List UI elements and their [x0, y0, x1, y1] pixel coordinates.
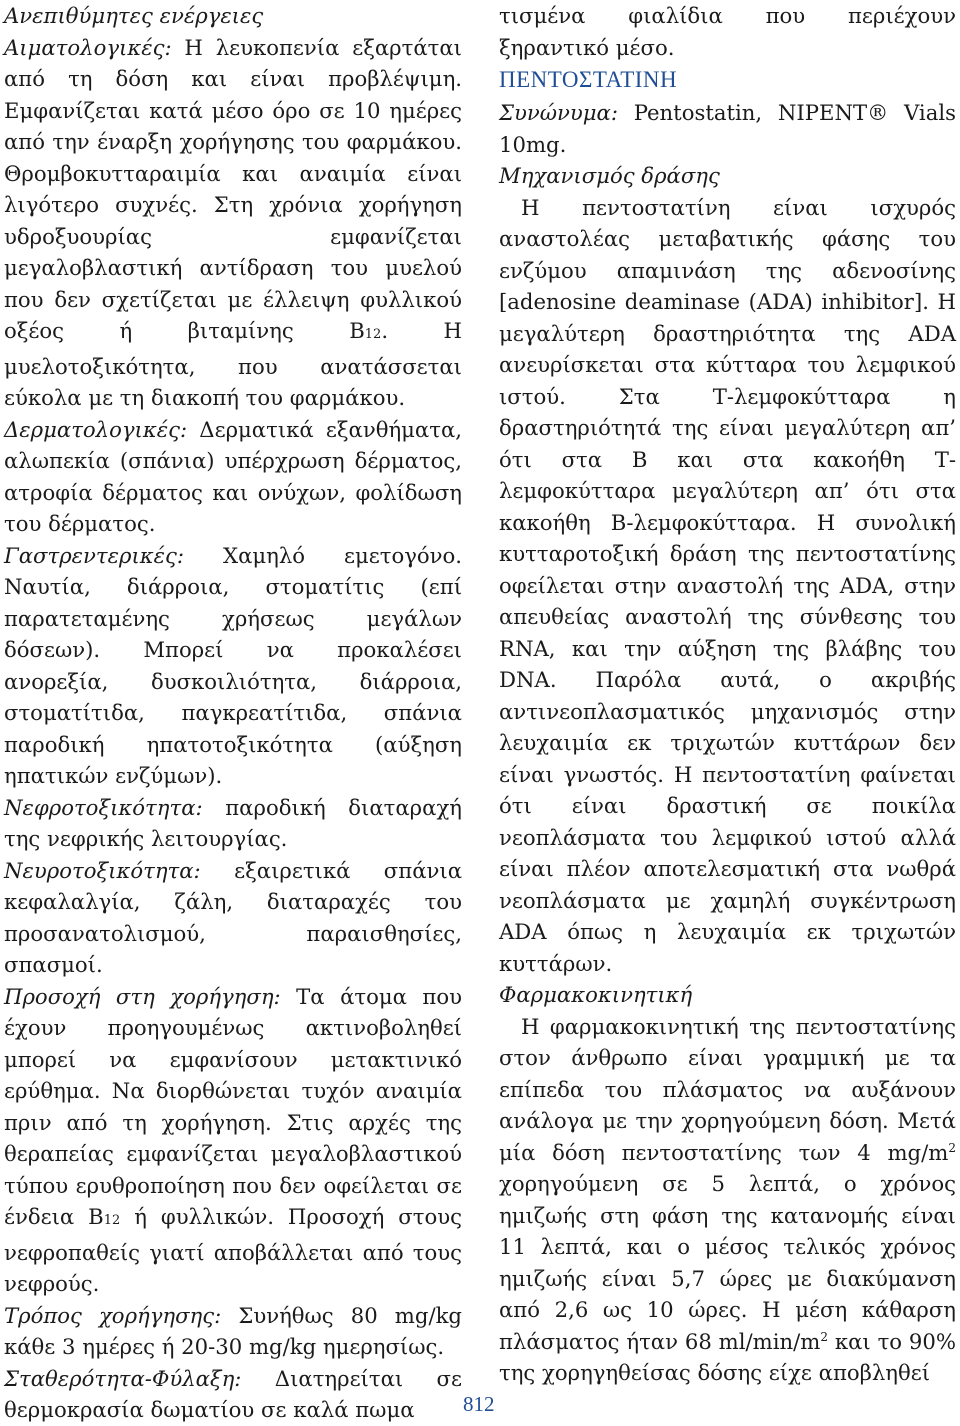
caution-text: Τα άτομα που έχουν προηγουμένως ακτινοβοληθεί μπορεί να εμφανίσουν μετακτινικό ερύθημα. Να διορθώνεται τυχόν αναιμία πριν από τη χορήγηση. Στις αρχές της θεραπείας εμφανίζεται μεγαλοβλαστικού τύπου ερυθροποίηση που δεν οφείλεται σε ένδεια Β: [4, 983, 462, 1229]
pharmacokinetics-text-3: και το 90% της χορηγηθείσας δόσης είχε αποβληθεί: [499, 1328, 956, 1385]
dermatologic-text: Δερματικά εξανθήματα, αλωπεκία (σπάνια) υπέρχρωση δέρματος, ατροφία δέρματος και ονύχων, φολίδωση του δέρματος.: [4, 416, 462, 536]
gastro-paragraph: [4, 540, 462, 792]
mechanism-text: Η πεντοστατίνη είναι ισχυρός αναστολέας μεταβατικής φάσης του ενζύμου απαμινάση της αδενοσίνης [adenosine deaminase (ADA) inhibitor]. Η μεγαλύτερη δραστηριότητα της ADA ανευρίσκεται στα κύτταρα του λεμφικού ιστού. Στα Τ-λεμφοκύτταρα η δραστηριότητά της είναι μεγαλύτερη απ’ ότι στα Β και στα κακοήθη Τ-λεμφοκύτταρα μεγαλύτερη απ’ ότι στα κακοήθη Β-λεμφοκύτταρα. Η συνολική κυτταροτοξική δράση της πεντοστατίνης οφείλεται στην αναστολή της ADA, στην απευθείας αναστολή της σύνθεσης του RNA, και την αύξηση της βλάβης του DNA. Παρόλα αυτά, ο ακριβής αντινεοπλασματικός μηχανισμός στην λευχαιμία εκ τριχωτών κυττάρων δεν είναι γνωστός. Η πεντοστατίνη φαίνεται ότι είναι δραστική σε ποικίλα νεοπλάσματα του λεμφικού ιστού αλλά είναι πλέον αποτελεσματική στα νωθρά νεοπλάσματα με χαμηλή συγκέντρωση ADA όπως η λευχαιμία εκ τριχωτών κυττάρων.: [499, 194, 956, 976]
pharmacokinetics-heading: Φαρμακοκινητική: [499, 982, 693, 1007]
hematologic-paragraph: [4, 32, 462, 414]
neuro-text: εξαιρετικά σπάνια κεφαλαλγία, ζάλη, διαταραχές του προσανατολισμού, παραισθησίες, σπασμοί.: [4, 857, 462, 977]
pk-superscript-2: 2: [820, 1329, 829, 1344]
caution-text-2: ή φυλλικών. Προσοχή στους νεφροπαθείς γιατί αποβάλλεται από τους νεφρούς.: [4, 1204, 462, 1296]
nephro-paragraph: [4, 792, 462, 855]
synonym-label: Συνώνυμα:: [499, 100, 618, 125]
neuro-paragraph: [4, 855, 462, 981]
drug-title: ΠΕΝΤΟΣΤΑΤΙΝΗ: [499, 67, 678, 92]
dermatologic-paragraph: [4, 414, 462, 540]
page-number: 812: [463, 1392, 495, 1416]
side-effects-heading: Ανεπιθύμητες ενέργειες: [4, 3, 264, 28]
administration-label: Τρόπος χορήγησης:: [4, 1302, 222, 1328]
hematologic-text: Η λευκοπενία εξαρτάται από τη δόση και είναι προβλέψιμη. Εμφανίζεται κατά μέσο όρο σε 10 ημέρες από την έναρξη χορήγησης του φαρμάκου. Θρομβοκυτταραιμία και αναιμία είναι λιγότερο συχνές. Στη χρόνια χορήγηση υδροξυουρίας εμφανίζεται μεγαλοβλαστική αντίδραση του μυελού που δεν σχετίζεται με έλλειψη φυλλικού οξέος ή βιταμίνης Β: [4, 34, 462, 343]
storage-text: Διατηρείται σε θερμοκρασία δωματίου σε καλά πωμα: [4, 1365, 462, 1422]
pharmacokinetics-text: Η φαρμακοκινητική της πεντοστατίνης στον άνθρωπο είναι γραμμική με τα επίπεδα του πλάσματος να αυξάνουν ανάλογα με την χορηγούμενη δόση. Μετά μία δόση πεντοστατίνης των 4 mg/m: [499, 1013, 956, 1165]
hematologic-b12-subscript: 12: [364, 327, 382, 342]
nephro-text: παροδική διαταραχή της νεφρικής λειτουργίας.: [4, 794, 462, 851]
neuro-label: Νευροτοξικότητα:: [4, 857, 201, 883]
left-column: [4, 0, 462, 1426]
dermatologic-label: Δερματολογικές:: [4, 416, 188, 442]
gastro-label: Γαστρεντερικές:: [4, 542, 185, 568]
pk-superscript-1: 2: [948, 1140, 956, 1155]
synonym-paragraph: [499, 97, 956, 160]
pharmacokinetics-text-2: χορηγούμενη σε 5 λεπτά, ο χρόνος ημιζωής στη φάση της κατανομής είναι 11 λεπτά, και ο μέσος τελικός χρόνος ημιζωής είναι 5,7 ώρες με διακύμανση από 2,6 ως 10 ώρες. Η μέση κάθαρση πλάσματος ήταν 68 ml/min/m: [499, 1171, 956, 1354]
hematologic-text-2: . Η μυελοτοξικότητα, που ανατάσσεται εύκολα με τη διακοπή του φαρμάκου.: [4, 318, 462, 410]
caution-label: Προσοχή στη χορήγηση:: [4, 983, 281, 1009]
administration-text: Συνήθως 80 mg/kg κάθε 3 ημέρες ή 20-30 mg/kg ημερησίως.: [4, 1302, 462, 1359]
pharmacokinetics-paragraph: [499, 1011, 956, 1389]
mechanism-heading: Μηχανισμός δράσης: [499, 163, 720, 188]
caution-paragraph: [4, 981, 462, 1300]
storage-paragraph: [4, 1363, 462, 1426]
hematologic-label: Αιματολογικές:: [4, 34, 172, 60]
nephro-label: Νεφροτοξικότητα:: [4, 794, 203, 820]
synonym-text: Pentostatin, NIPENT® Vials 10mg.: [499, 100, 956, 157]
storage-label: Σταθερότητα-Φύλαξη:: [4, 1365, 242, 1391]
administration-paragraph: [4, 1300, 462, 1363]
gastro-text: Χαμηλό εμετογόνο. Ναυτία, διάρροια, στοματίτις (επί παρατεταμένης χρήσεως μεγάλων δόσεων). Μπορεί να προκαλέσει ανορεξία, δυσκοιλιότητα, διάρροια, στοματίτιδα, παγκρεατίτιδα, σπάνια παροδική ηπατοτοξικότητα (αύξηση ηπατικών ενζύμων).: [4, 542, 462, 788]
column-continuation-spacer: τισμένα φιαλίδια που περιέχουν ξηραντικό μέσο.: [499, 3, 956, 60]
right-column: [499, 0, 956, 1389]
caution-b12-subscript: 12: [103, 1213, 121, 1228]
